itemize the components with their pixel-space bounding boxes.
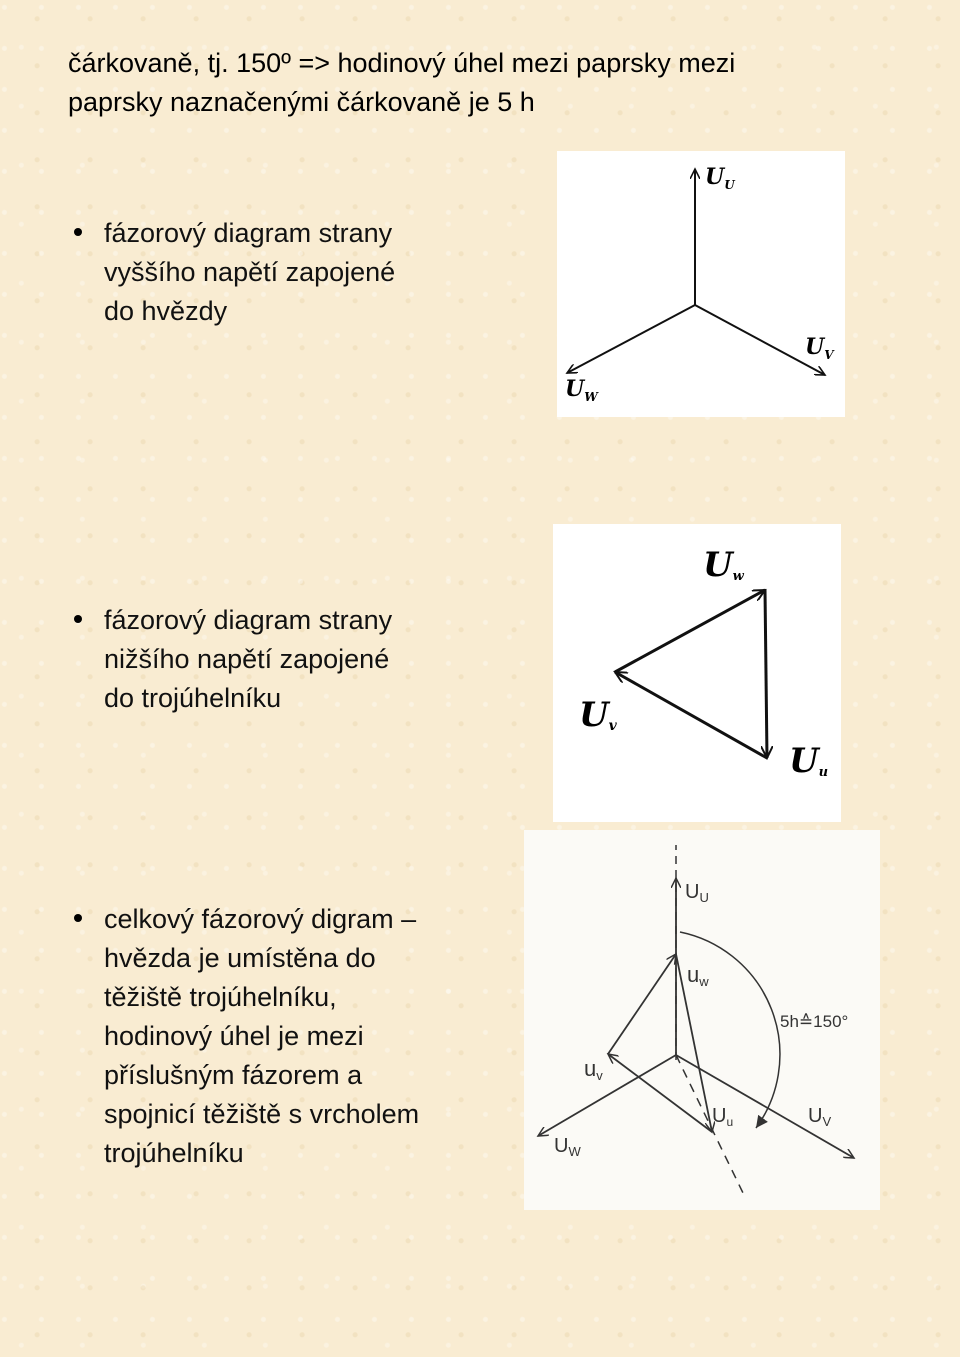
bullet-line: fázorový diagram strany [104, 218, 393, 248]
label-uv: Uv [579, 695, 617, 735]
intro-line-1: čárkovaně, tj. 150º => hodinový úhel mezi paprsky mezi [68, 48, 736, 78]
label-uu: $U_u$ [712, 1105, 734, 1129]
label-UU: $U_U$ [685, 881, 709, 905]
label-uw: Uw [703, 545, 744, 585]
label-uv: uv [584, 1056, 603, 1083]
combined-phasor-diagram [524, 830, 880, 1210]
bullet-line: příslušným fázorem a [104, 1060, 363, 1090]
phasor-w-side [615, 590, 765, 672]
phasor-UW [538, 1055, 676, 1136]
intro-line-2: paprsky naznačenými čárkovaně je 5 h [68, 87, 535, 117]
label-UW: $U_W$ [554, 1135, 581, 1159]
bullet-line: do hvězdy [104, 296, 228, 326]
bullet-dot-icon [74, 228, 82, 236]
intro-text [68, 44, 888, 122]
label-uv: $U_V$ [805, 334, 834, 362]
phasor-uw [567, 305, 695, 373]
label-uw: uw [687, 962, 709, 989]
label-uu: Uu [789, 741, 829, 781]
bullet-line: vyššího napětí zapojené [104, 257, 396, 287]
bullet-dot-icon [74, 914, 82, 922]
bullet-star-diagram [104, 214, 464, 331]
bullet-line: hvězda je umístěna do [104, 943, 376, 973]
bullet-dot-icon [74, 615, 82, 623]
label-uu: $U_U$ [705, 164, 735, 192]
bullet-line: spojnicí těžiště s vrcholem [104, 1099, 420, 1129]
bullet-line: trojúhelníku [104, 1138, 244, 1168]
label-uw: $U_W$ [565, 376, 598, 404]
phasor-u-side [765, 590, 767, 758]
bullet-line: celkový fázorový digram – [104, 904, 417, 934]
angle-label: 5h≙150° [780, 1012, 849, 1031]
delta-phasor-diagram [553, 524, 841, 822]
bullet-line: nižšího napětí zapojené [104, 644, 390, 674]
phasor-v-side [615, 672, 767, 758]
phasor-uw-side [608, 954, 676, 1054]
bullet-line: fázorový diagram strany [104, 605, 393, 635]
bullet-line: hodinový úhel je mezi [104, 1021, 364, 1051]
phasor-UV [676, 1055, 854, 1158]
bullet-combined-diagram [104, 900, 504, 1173]
bullet-line: do trojúhelníku [104, 683, 282, 713]
bullet-line: těžiště trojúhelníku, [104, 982, 337, 1012]
label-UV: $U_V$ [808, 1105, 832, 1129]
bullet-delta-diagram [104, 601, 464, 718]
star-phasor-diagram [557, 151, 845, 417]
phasor-uv-side [608, 1054, 712, 1132]
